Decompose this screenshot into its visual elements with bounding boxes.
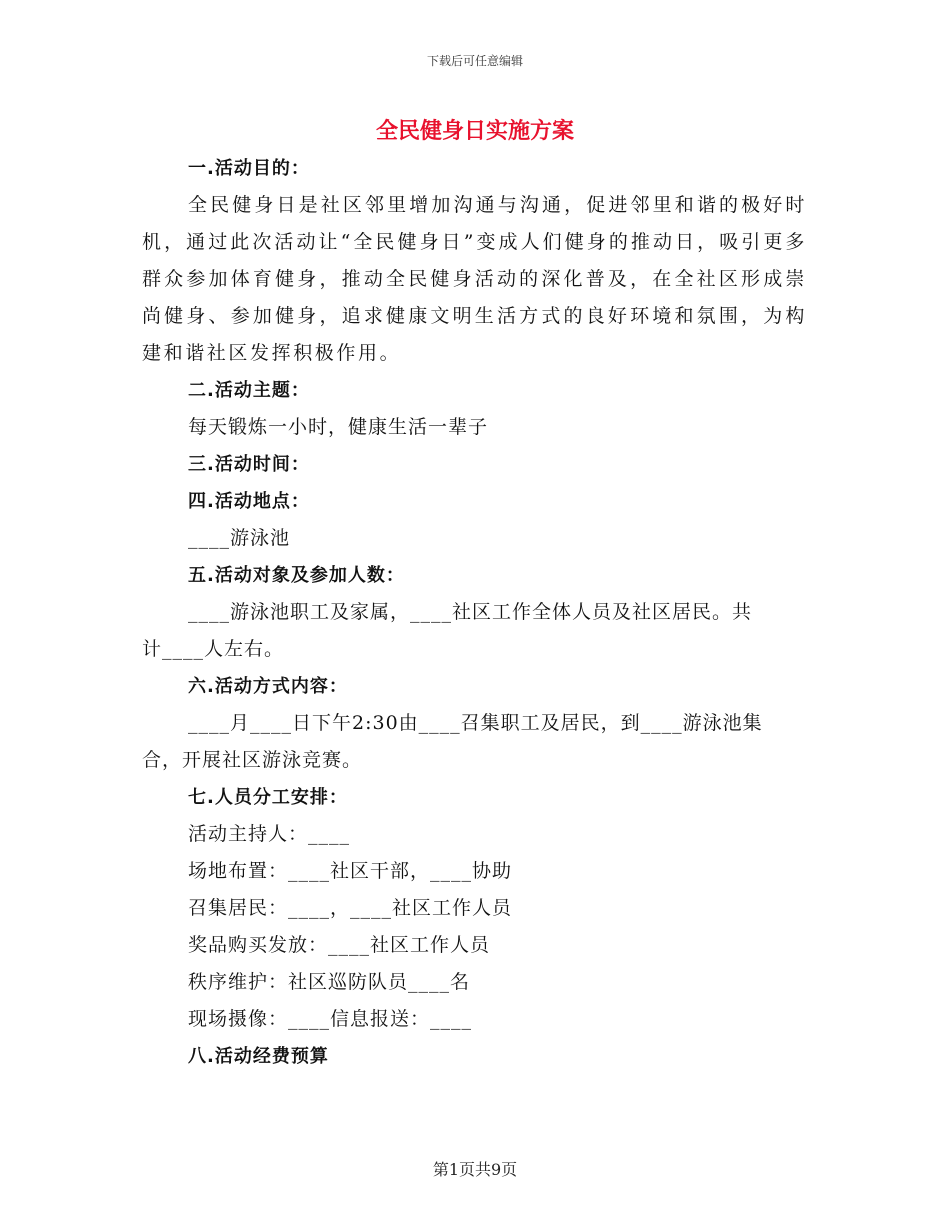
section-5-line-2: 计____人左右。: [142, 638, 285, 660]
section-1-paragraph: 全民健身日是社区邻里增加沟通与沟通，促进邻里和谐的极好时机，通过此次活动让“全民健身日”变成人们健身的推动日，吸引更多群众参加体育健身，推动全民健身活动的深化普及，在全社区形成崇尚健身、参加健身，追求健康文明生活方式的良好环境和氛围，为构建和谐社区发挥积极作用。: [142, 194, 807, 364]
section-2-heading: 二.活动主题：: [188, 380, 310, 401]
staff-item-host: 活动主持人：____: [188, 823, 351, 845]
staff-item-gather: 召集居民：____，____社区工作人员: [188, 897, 513, 919]
section-6-line-2: 合，开展社区游泳竞赛。: [142, 749, 363, 771]
staff-item-camera: 现场摄像：____信息报送：____: [188, 1008, 473, 1030]
section-4-body: ____游泳池: [188, 527, 291, 549]
document-body: [142, 150, 807, 1075]
section-5-heading: 五.活动对象及参加人数：: [188, 565, 405, 586]
staff-item-order: 秩序维护：社区巡防队员____名: [188, 971, 471, 993]
section-5-line-1: ____游泳池职工及家属，____社区工作全体人员及社区居民。共: [188, 601, 753, 623]
section-1-heading: 一.活动目的：: [188, 158, 310, 179]
page-header: 下载后可任意编辑: [426, 54, 523, 68]
section-6-line-1: ____月____日下午2:30由____召集职工及居民，到____游泳池集: [188, 712, 763, 734]
section-2-body: 每天锻炼一小时，健康生活一辈子: [188, 416, 489, 438]
document-title: 全民健身日实施方案: [375, 119, 574, 144]
staff-item-prizes: 奖品购买发放：____社区工作人员: [188, 934, 491, 956]
section-4-heading: 四.活动地点：: [188, 491, 310, 512]
section-6-heading: 六.活动方式内容：: [188, 676, 348, 697]
staff-item-venue: 场地布置：____社区干部，____协助: [188, 860, 513, 882]
section-7-heading: 七.人员分工安排：: [188, 787, 348, 808]
section-3-heading: 三.活动时间：: [188, 454, 310, 475]
section-8-heading: 八.活动经费预算: [188, 1046, 329, 1067]
page-footer: 第1页共9页: [432, 1160, 518, 1179]
